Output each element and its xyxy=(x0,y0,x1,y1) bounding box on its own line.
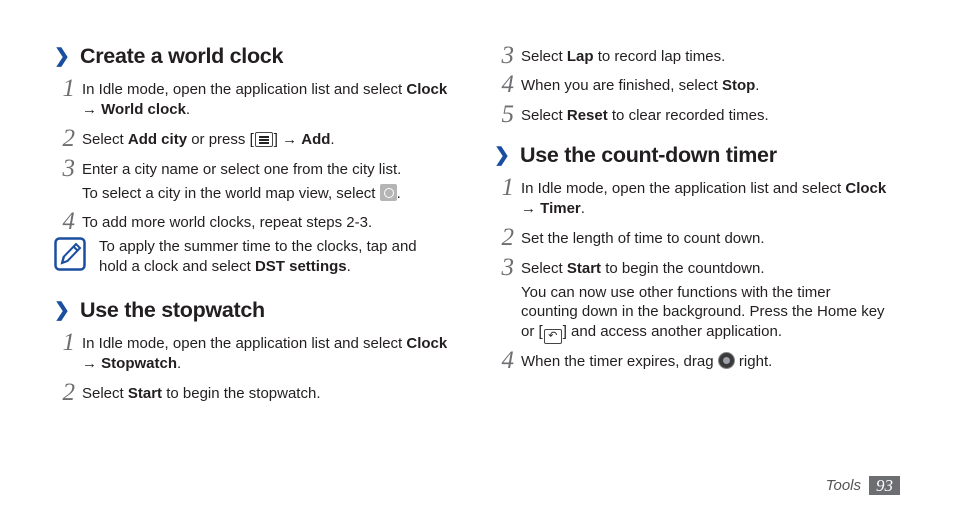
chevron-right-icon: ❯ xyxy=(54,46,70,67)
drag-knob-icon xyxy=(718,352,735,369)
chevron-right-icon: ❯ xyxy=(494,145,510,166)
note-pencil-icon xyxy=(54,237,86,271)
page-footer xyxy=(826,476,900,495)
step-text: → Timer. xyxy=(521,200,585,217)
section-title: Create a world clock xyxy=(80,44,284,68)
section-title: Use the count-down timer xyxy=(520,143,777,167)
note-text: To apply the summer time to the clocks, tap and xyxy=(99,238,417,255)
note-text: hold a clock and select DST settings. xyxy=(99,258,351,275)
step-text: In Idle mode, open the application list and select Clock xyxy=(521,180,887,197)
step-text: Select Start to begin the countdown. xyxy=(521,260,765,277)
step-number: 1 xyxy=(62,329,75,356)
section-timer-heading xyxy=(494,143,777,168)
step-number: 4 xyxy=(501,347,514,374)
step-text: Select Add city or press [ ] → Add. xyxy=(82,131,335,148)
chevron-right-icon: ❯ xyxy=(54,300,70,321)
step-text: To add more world clocks, repeat steps 2-3. xyxy=(82,214,373,231)
step-text: In Idle mode, open the application list and select Clock xyxy=(82,81,448,98)
step-number: 1 xyxy=(501,174,514,201)
section-world-clock-heading xyxy=(54,44,283,69)
menu-key-icon xyxy=(255,132,273,147)
step-text: To select a city in the world map view, select . xyxy=(82,185,401,202)
step-text: Set the length of time to count down. xyxy=(521,230,765,247)
page-number: 93 xyxy=(869,476,900,495)
step-number: 3 xyxy=(501,42,514,69)
back-key-icon: ↶ xyxy=(544,329,562,344)
step-text: → World clock. xyxy=(82,101,191,118)
step-number: 5 xyxy=(501,101,514,128)
footer-chapter-label: Tools xyxy=(825,477,861,494)
world-map-icon xyxy=(380,184,397,201)
step-number: 2 xyxy=(62,125,75,152)
step-text: When you are finished, select Stop. xyxy=(521,77,760,94)
step-number: 2 xyxy=(501,224,514,251)
step-text: In Idle mode, open the application list and select Clock xyxy=(82,335,448,352)
step-text: → Stopwatch. xyxy=(82,355,182,372)
step-text: You can now use other functions with the timer xyxy=(521,284,831,301)
step-number: 3 xyxy=(62,155,75,182)
step-text: or [ ↶ ] and access another application. xyxy=(521,323,782,342)
step-text: Select Reset to clear recorded times. xyxy=(521,107,769,124)
step-text: Enter a city name or select one from the city list. xyxy=(82,161,402,178)
section-title: Use the stopwatch xyxy=(80,298,265,322)
step-text: counting down in the background. Press the Home key xyxy=(521,303,885,320)
step-number: 2 xyxy=(62,379,75,406)
step-text: Select Lap to record lap times. xyxy=(521,48,726,65)
step-number: 1 xyxy=(62,75,75,102)
step-number: 4 xyxy=(62,208,75,235)
step-number: 3 xyxy=(501,254,514,281)
step-number: 4 xyxy=(501,71,514,98)
section-stopwatch-heading xyxy=(54,298,265,323)
step-text: Select Start to begin the stopwatch. xyxy=(82,385,321,402)
step-text: When the timer expires, drag right. xyxy=(521,353,773,370)
